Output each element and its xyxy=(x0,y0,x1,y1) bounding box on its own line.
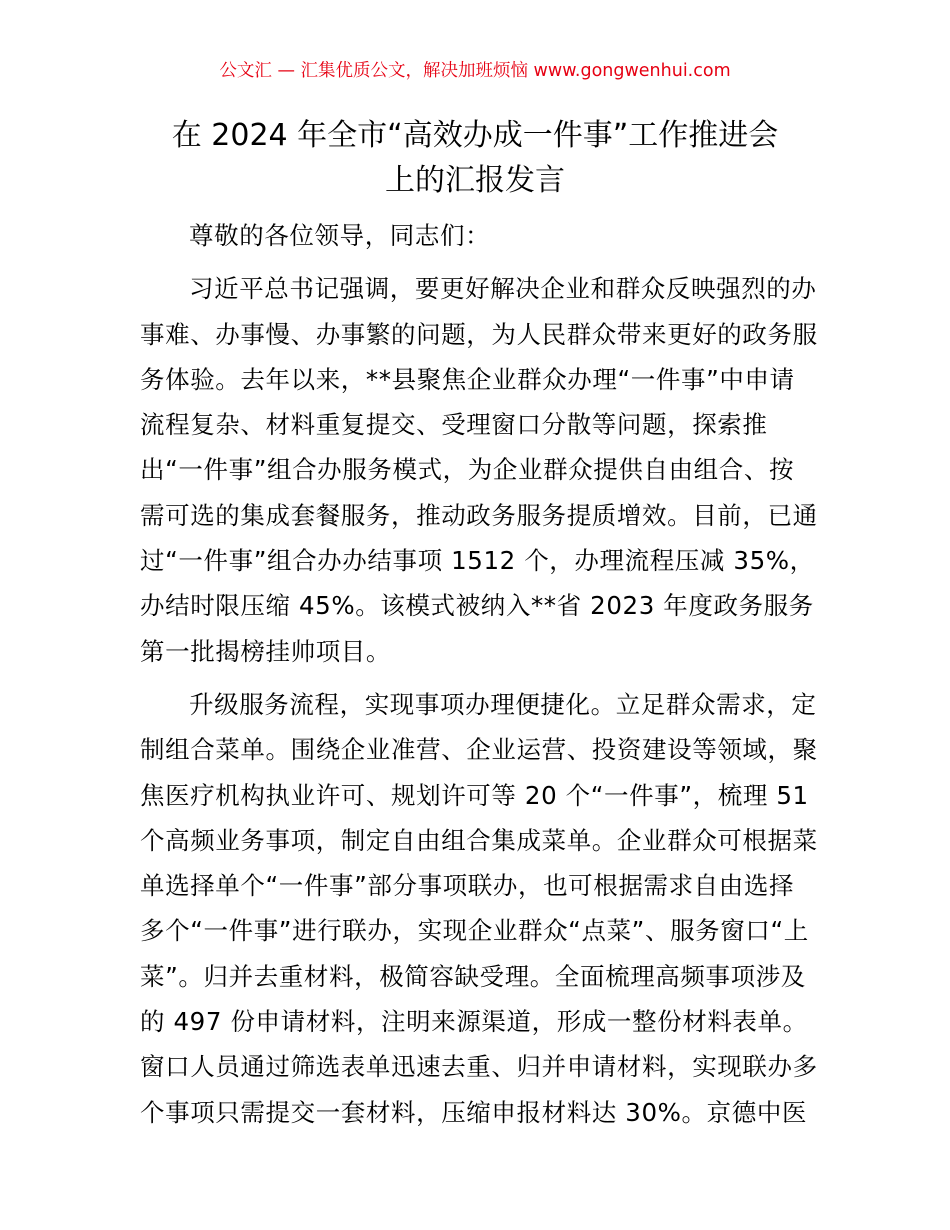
paragraph-line: 制组合菜单。围绕企业准营、企业运营、投资建设等领域，聚 xyxy=(140,735,818,765)
paragraph-line: 习近平总书记强调，要更好解决企业和群众反映强烈的办 xyxy=(189,274,817,304)
paragraph-line: 焦医疗机构执业许可、规划许可等 20 个“一件事”，梳理 51 xyxy=(140,780,809,810)
paragraph-line: 事难、办事慢、办事繁的问题，为人民群众带来更好的政务服 xyxy=(140,319,818,349)
paragraph-line: 个事项只需提交一套材料，压缩申报材料达 30%。京德中医 xyxy=(140,1097,808,1127)
site-banner: 公文汇 — 汇集优质公文，解决加班烦恼 www.gongwenhui.com xyxy=(219,61,731,81)
paragraph-2 xyxy=(140,682,818,1135)
paragraph-line: 出“一件事”组合办服务模式，为企业群众提供自由组合、按 xyxy=(140,455,795,485)
paragraph-line: 办结时限压缩 45%。该模式被纳入**省 2023 年度政务服务 xyxy=(140,591,814,621)
paragraph-line: 单选择单个“一件事”部分事项联办，也可根据需求自由选择 xyxy=(140,871,795,901)
paragraph-line: 流程复杂、材料重复提交、受理窗口分散等问题，探索推 xyxy=(140,410,768,440)
title-line-1: 在 2024 年全市“高效办成一件事”工作推进会 xyxy=(171,118,779,153)
document-title xyxy=(120,113,830,203)
document-body xyxy=(140,213,818,1135)
paragraph-line: 多个“一件事”进行联办，实现企业群众“点菜”、服务窗口“上 xyxy=(140,916,809,946)
paragraph-line: 菜”。归并去重材料，极简容缺受理。全面梳理高频事项涉及 xyxy=(140,961,806,991)
paragraph-line: 的 497 份申请材料，注明来源渠道，形成一整份材料表单。 xyxy=(140,1007,808,1037)
salutation: 尊敬的各位领导，同志们： xyxy=(189,221,491,250)
paragraph-1 xyxy=(140,266,818,674)
paragraph-line: 务体验。去年以来，**县聚焦企业群众办理“一件事”中申请 xyxy=(140,364,795,394)
paragraph-line: 窗口人员通过筛选表单迅速去重、归并申请材料，实现联办多 xyxy=(140,1052,818,1082)
paragraph-line: 需可选的集成套餐服务，推动政务服务提质增效。目前，已通 xyxy=(140,500,818,530)
paragraph-line: 过“一件事”组合办办结事项 1512 个，办理流程压减 35%， xyxy=(140,546,815,576)
paragraph-line: 第一批揭榜挂帅项目。 xyxy=(140,636,391,666)
paragraph-line: 升级服务流程，实现事项办理便捷化。立足群众需求，定 xyxy=(189,689,817,719)
title-line-2: 上的汇报发言 xyxy=(385,163,565,198)
paragraph-line: 个高频业务事项，制定自由组合集成菜单。企业群众可根据菜 xyxy=(140,825,818,855)
